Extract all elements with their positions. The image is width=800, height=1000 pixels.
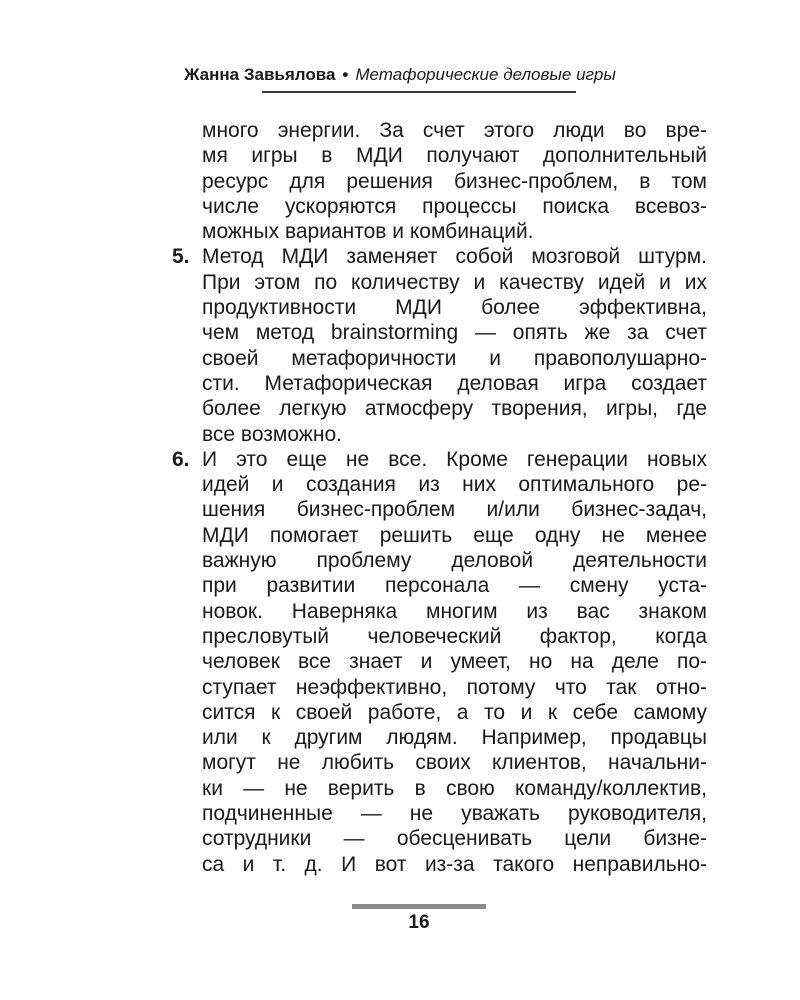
list-item-number: 5. (172, 245, 190, 269)
text-line: И это еще не все. Кроме генерации новых (202, 447, 707, 471)
book-title: Метафорические деловые игры (355, 65, 616, 84)
text-line: сотрудники — обесценивать цели бизне- (202, 827, 707, 851)
running-header (0, 64, 800, 86)
list-item (172, 244, 707, 446)
continuation-paragraph (172, 118, 707, 244)
text-line: числе ускоряются процессы поиска всевоз- (202, 194, 707, 218)
text-line: идей и создания из них оптимального ре- (202, 473, 707, 497)
text-line: мя игры в МДИ получают дополнительный (202, 144, 707, 168)
text-line: сти. Метафорическая деловая игра создает (202, 371, 707, 395)
text-line: ступает неэффективно, потому что так отно- (202, 675, 707, 699)
text-line: важную проблему деловой деятельности (202, 549, 707, 573)
text-line: шения бизнес-проблем и/или бизнес-задач, (202, 498, 707, 522)
text-line: более легкую атмосферу творения, игры, где (202, 397, 707, 421)
text-line: Метод МДИ заменяет собой мозговой штурм. (202, 245, 707, 269)
text-line: продуктивности МДИ более эффективна, (202, 296, 707, 320)
header-bullet: • (342, 65, 349, 84)
text-line: ресурс для решения бизнес-проблем, в том (202, 169, 707, 193)
list-item-first-line (172, 447, 707, 472)
text-line: подчиненные — не уважать руководителя, (202, 802, 707, 826)
text-line: могут не любить своих клиентов, начальни- (202, 751, 707, 775)
text-line: чем метод brainstorming — опять же за счет (202, 321, 707, 345)
page-number: 16 (408, 912, 430, 933)
text-line: са и т. д. И вот из-за такого неправильно- (202, 852, 707, 876)
text-line: при развитии персонала — смену уста- (202, 574, 707, 598)
text-line: своей метафоричности и правополушарно- (202, 346, 707, 370)
text-line: человек все знает и умеет, но на деле по- (202, 650, 707, 674)
text-line: все возможно. (202, 422, 342, 446)
header-rule (262, 91, 576, 93)
page-body (172, 118, 707, 877)
list-item-number: 6. (172, 447, 190, 471)
text-line: можных вариантов и комбинаций. (202, 220, 534, 244)
text-line: ки — не верить в свою команду/коллектив, (202, 776, 707, 800)
text-line: При этом по количеству и качеству идей и их (202, 270, 707, 294)
list-item (172, 447, 707, 877)
text-line: или к другим людям. Например, продавцы (202, 726, 707, 750)
list-item-first-line (172, 244, 707, 269)
text-line: пресловутый человеческий фактор, когда (202, 624, 707, 648)
text-line: МДИ помогает решить еще одну не менее (202, 523, 707, 547)
text-line: сится к своей работе, а то и к себе самому (202, 700, 707, 724)
text-line: новок. Наверняка многим из вас знаком (202, 599, 707, 623)
text-line: много энергии. За счет этого люди во вре- (202, 119, 707, 142)
footer-rule (352, 904, 486, 909)
author-name: Жанна Завьялова (184, 65, 336, 84)
